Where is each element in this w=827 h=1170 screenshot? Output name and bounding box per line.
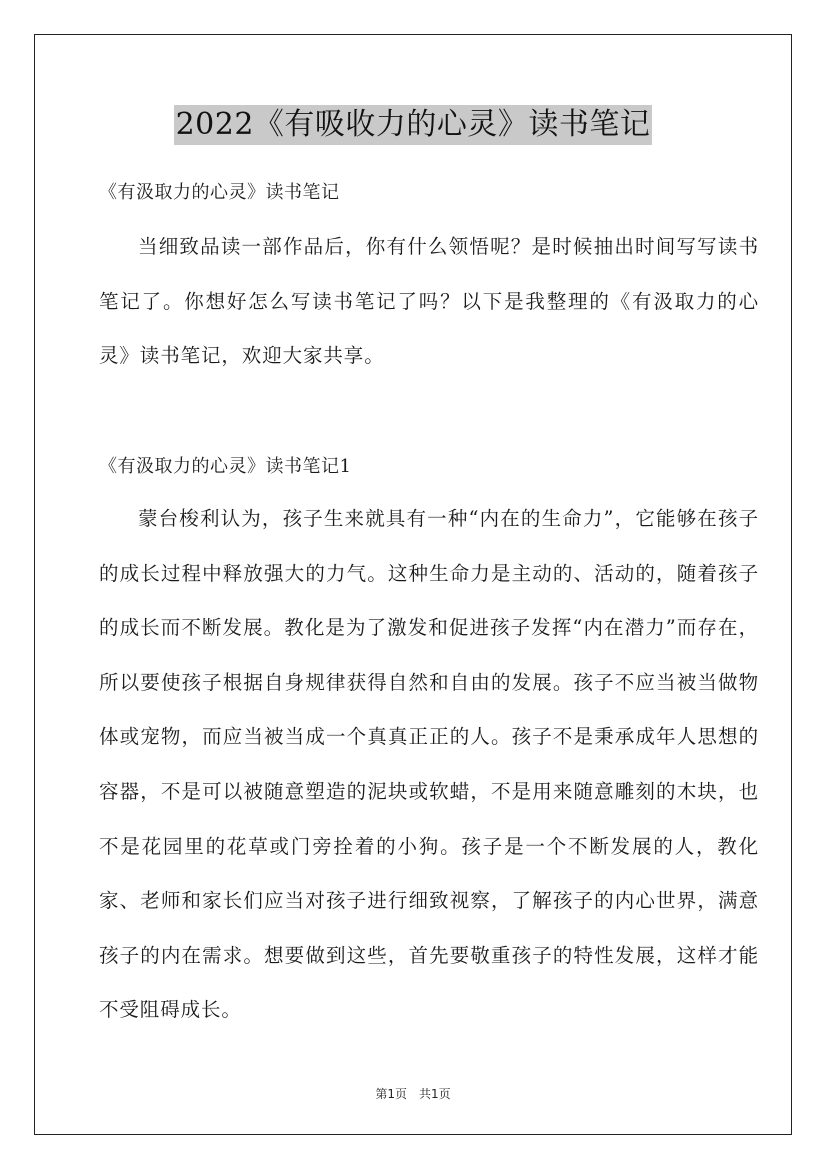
page-footer: 第1页 共1页 xyxy=(375,1087,451,1101)
intro-paragraph: 当细致品读一部作品后，你有什么领悟呢？是时候抽出时间写写读书笔记了。你想好怎么写读书笔记了吗？以下是我整理的《有汲取力的心灵》读书笔记，欢迎大家共享。 xyxy=(99,235,759,368)
section1-heading: 《有汲取力的心灵》读书笔记1 xyxy=(99,456,352,477)
title-container xyxy=(35,105,791,145)
section1-paragraph: 蒙台梭利认为，孩子生来就具有一种“内在的生命力”，它能够在孩子的成长过程中释放强大的力气。这种生命力是主动的、活动的，随着孩子的成长而不断发展。教化是为了激发和促进孩子发挥“内在潜力”而存在，所以要使孩子根据自身规律获得自然和自由的发展。孩子不应当被当做物体或宠物，而应当被当成一个真真正正的人。孩子不是秉承成年人思想的容器，不是可以被随意塑造的泥块或软蜡，不是用来随意雕刻的木块，也不是花园里的花草或门旁拴着的小狗。孩子是一个不断发展的人，教化家、老师和家长们应当对孩子进行细致视察，了解孩子的内心世界，满意孩子的内在需求。想要做到这些，首先要敬重孩子的特性发展，这样才能不受阻碍成长。 xyxy=(99,507,759,1022)
intro-heading: 《有汲取力的心灵》读书笔记 xyxy=(99,182,340,203)
document-title: 2022《有吸收力的心灵》读书笔记 xyxy=(174,105,653,145)
document-page xyxy=(34,34,792,1135)
